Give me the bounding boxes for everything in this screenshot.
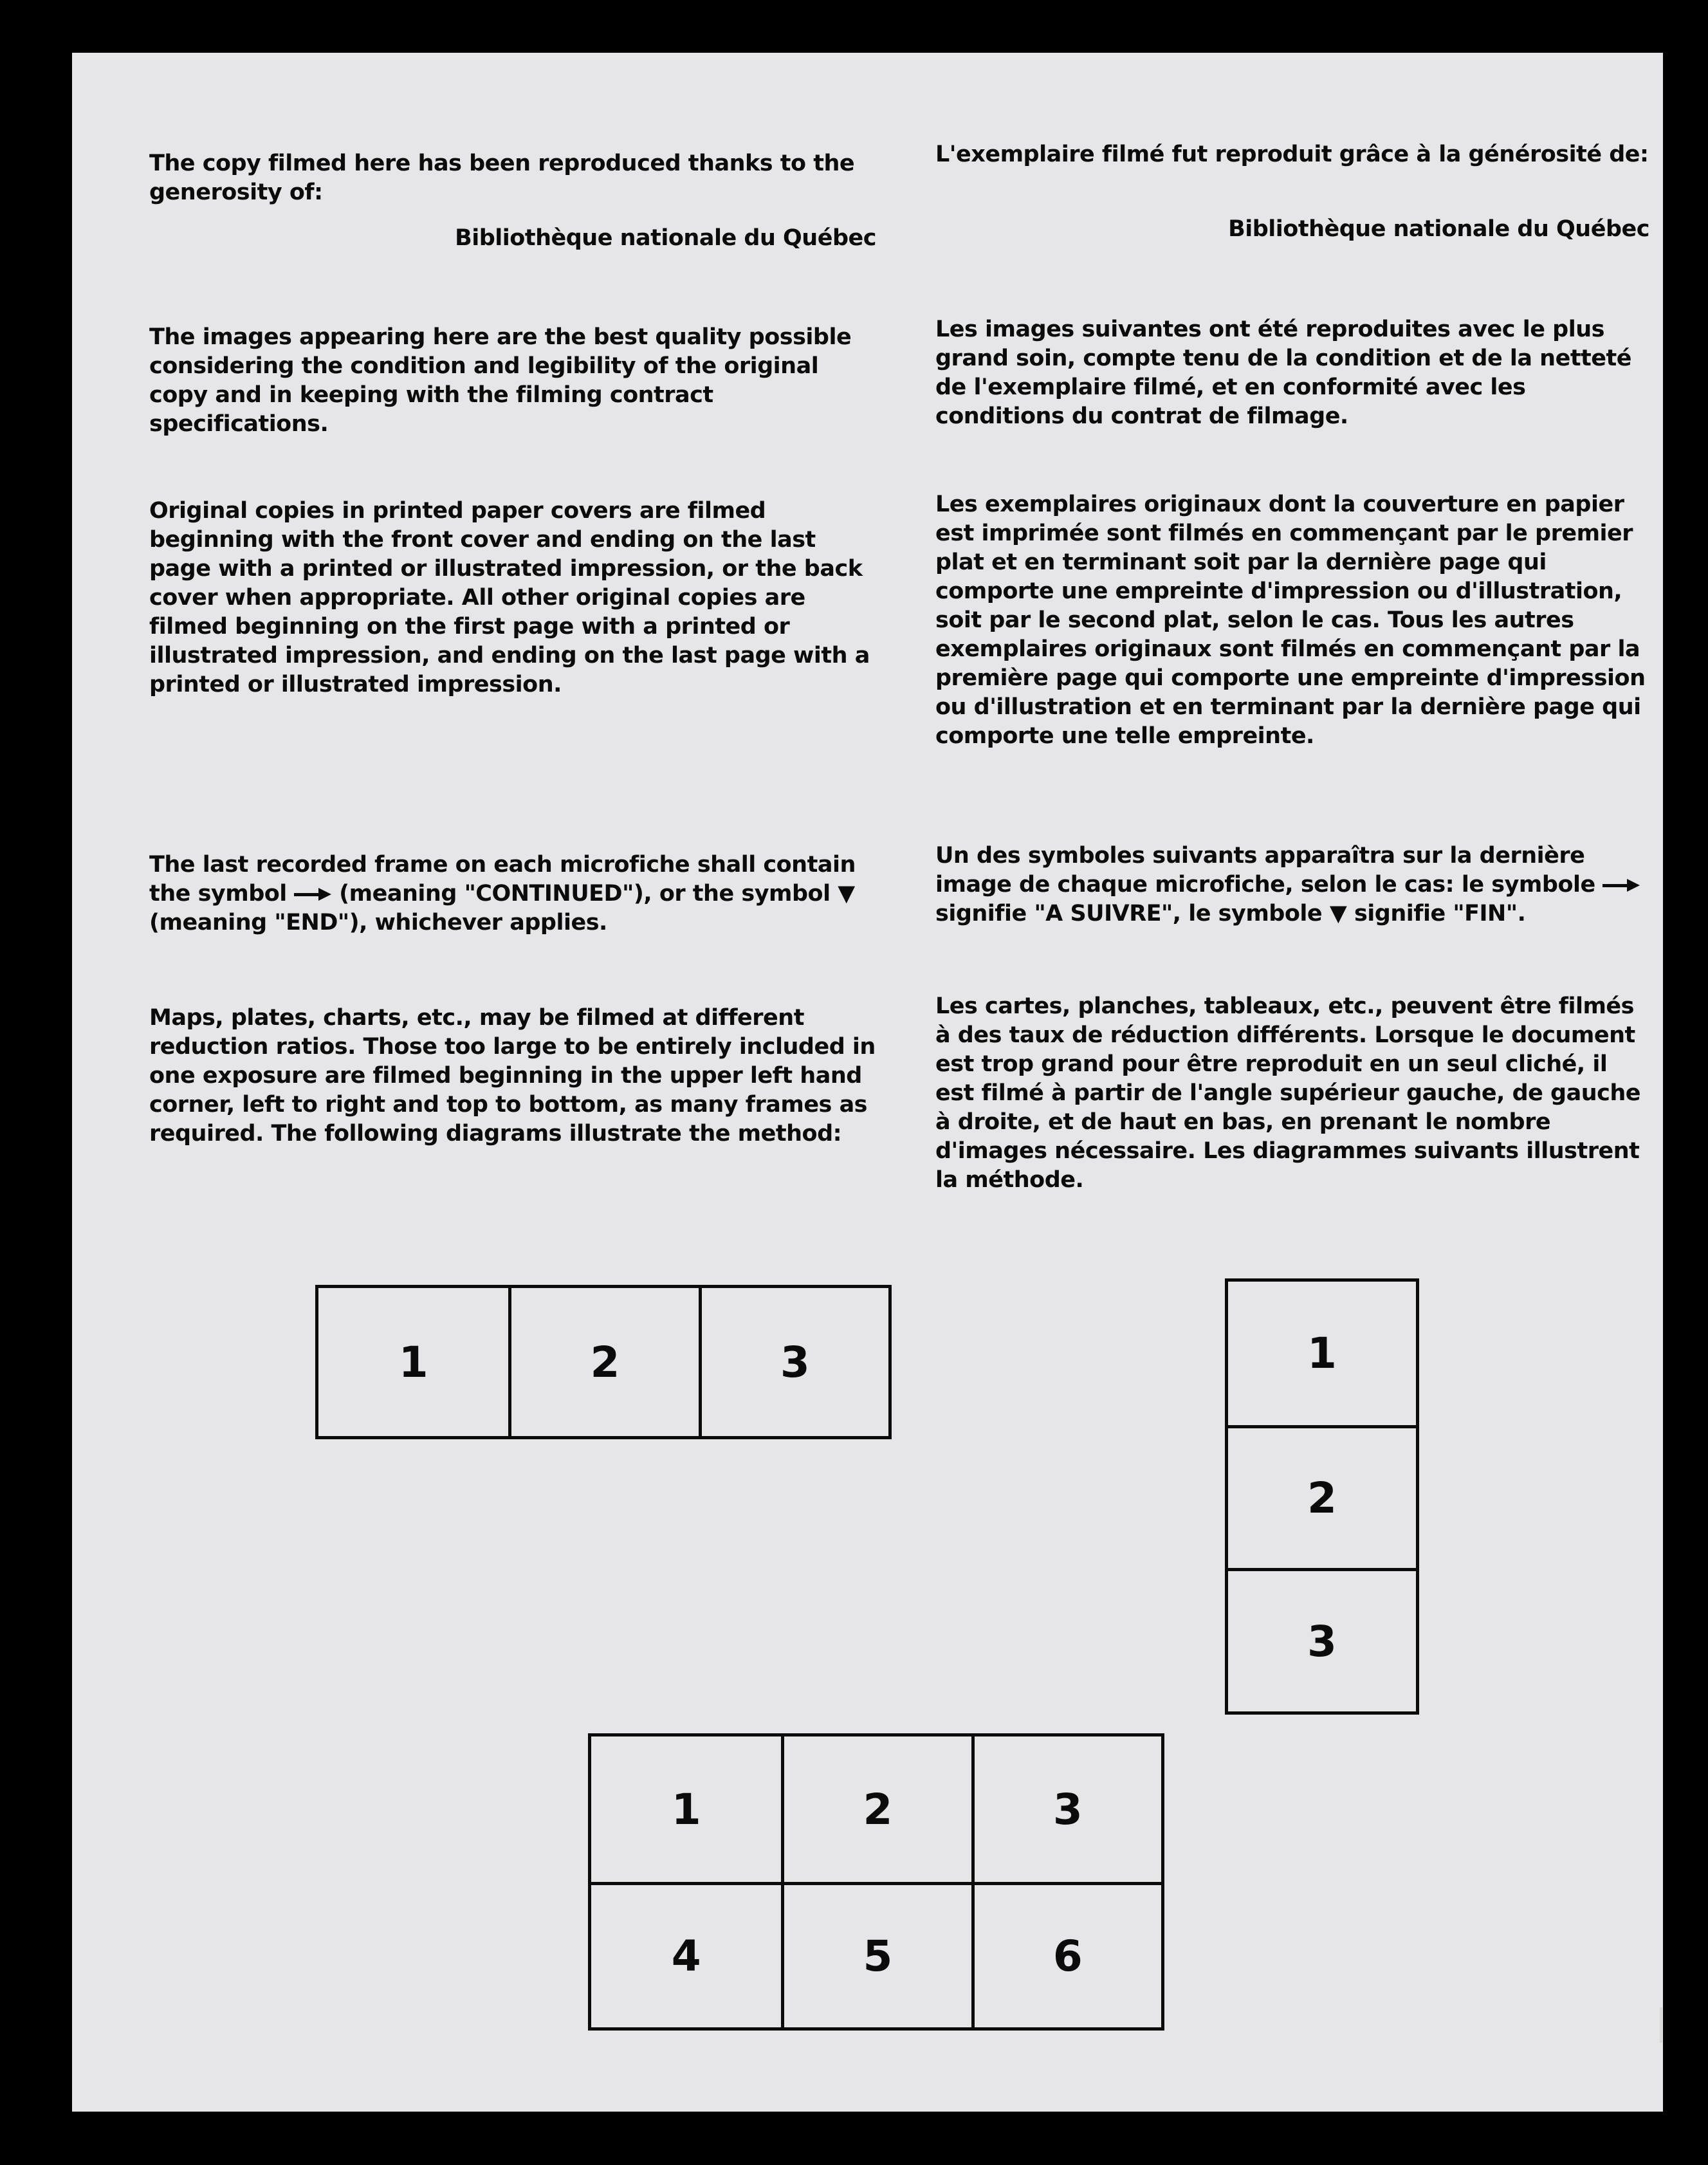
- symbols-text-fr: [935, 842, 1649, 928]
- diagram-frame: 5: [781, 1882, 971, 2027]
- diagram-frame: 1: [671, 1784, 701, 1834]
- symbols-text-en: [149, 851, 876, 937]
- continued-arrow-icon: [1602, 879, 1640, 892]
- diagram-grid: [588, 1733, 1164, 2031]
- intro-text-en: The copy filmed here has been reproduced thanks to the generosity of:: [149, 151, 855, 205]
- diagram-horizontal: [315, 1285, 892, 1439]
- diagram-frame: 2: [781, 1737, 971, 1882]
- diagram-frame: 3: [699, 1288, 888, 1436]
- symbols-part1-fr: Un des symboles suivants apparaîtra sur la dernière image de chaque microfiche, selon le cas: le symbole: [935, 843, 1595, 898]
- film-edge-mark: [1660, 2007, 1662, 2043]
- diagram-frame: 4: [591, 1882, 781, 2027]
- symbols-part3-fr: signifie "FIN".: [1354, 901, 1526, 926]
- end-triangle-icon: ▼: [838, 881, 855, 907]
- diagram-frame: 1: [398, 1337, 428, 1387]
- maps-text-en: Maps, plates, charts, etc., may be filmed at different reduction ratios. Those too large to be entirely included in one exposure are filmed beginning in the upper left hand corner, left to right and top to bottom, as many frames as required. The following diagrams illustrate the method:: [149, 1005, 876, 1147]
- covers-text-en: Original copies in printed paper covers are filmed beginning with the front cover and ending on the last page with a printed or illustrated impression, or the back cover when appropriate. All other original copies are filmed beginning on the first page with a printed or illustrated impression, and ending on the last page with a printed or illustrated impression.: [149, 498, 870, 697]
- symbols-part2-en: (meaning "CONTINUED"), or the symbol: [339, 881, 831, 907]
- symbols-part1-en: The last recorded frame on each microfiche shall contain the symbol: [149, 852, 856, 907]
- library-name-fr: Bibliothèque nationale du Québec: [1228, 216, 1649, 242]
- diagram-frame: 2: [1228, 1425, 1416, 1569]
- symbols-part3-en: (meaning "END"), whichever applies.: [149, 910, 607, 935]
- continued-arrow-icon: [294, 888, 331, 901]
- diagram-vertical: [1225, 1278, 1419, 1715]
- diagram-frame: 3: [1228, 1568, 1416, 1711]
- covers-text-fr: Les exemplaires originaux dont la couverture en papier est imprimée sont filmés en commençant par le premier plat et en terminant soit par la dernière page qui comporte une empreinte d'impression ou d'illustration, soit par le second plat, selon le cas. Tous les autres exemplaires originaux sont filmés en commençant par la première page qui comporte une empreinte d'impression ou d'illustration et en terminant par la dernière page qui comporte une telle empreinte.: [935, 492, 1646, 749]
- quality-text-en: The images appearing here are the best quality possible considering the condition and legibility of the original copy and in keeping with the filming contract specifications.: [149, 324, 852, 437]
- maps-text-fr: Les cartes, planches, tableaux, etc., peuvent être filmés à des taux de réduction différents. Lorsque le document est trop grand pour être reproduit en un seul cliché, il est filmé à partir de l'angle supérieur gauche, de gauche à droite, et de haut en bas, en prenant le nombre d'images nécessaire. Les diagrammes suivants illustrent la méthode.: [935, 993, 1641, 1193]
- library-name-en: Bibliothèque nationale du Québec: [455, 225, 876, 251]
- end-triangle-icon: ▼: [1329, 901, 1347, 926]
- quality-text-fr: Les images suivantes ont été reproduites avec le plus grand soin, compte tenu de la condition et de la netteté de l'exemplaire filmé, et en conformité avec les conditions du contrat de filmage.: [935, 317, 1631, 429]
- diagram-frame: 6: [971, 1882, 1161, 2027]
- diagram-frame: 2: [508, 1288, 698, 1436]
- diagram-frame: 1: [1307, 1328, 1337, 1378]
- filmed-page: [72, 53, 1663, 2112]
- intro-text-fr: L'exemplaire filmé fut reproduit grâce à la générosité de:: [935, 142, 1649, 167]
- diagram-frame: 3: [971, 1737, 1161, 1882]
- symbols-part2-fr: signifie "A SUIVRE", le symbole: [935, 901, 1323, 926]
